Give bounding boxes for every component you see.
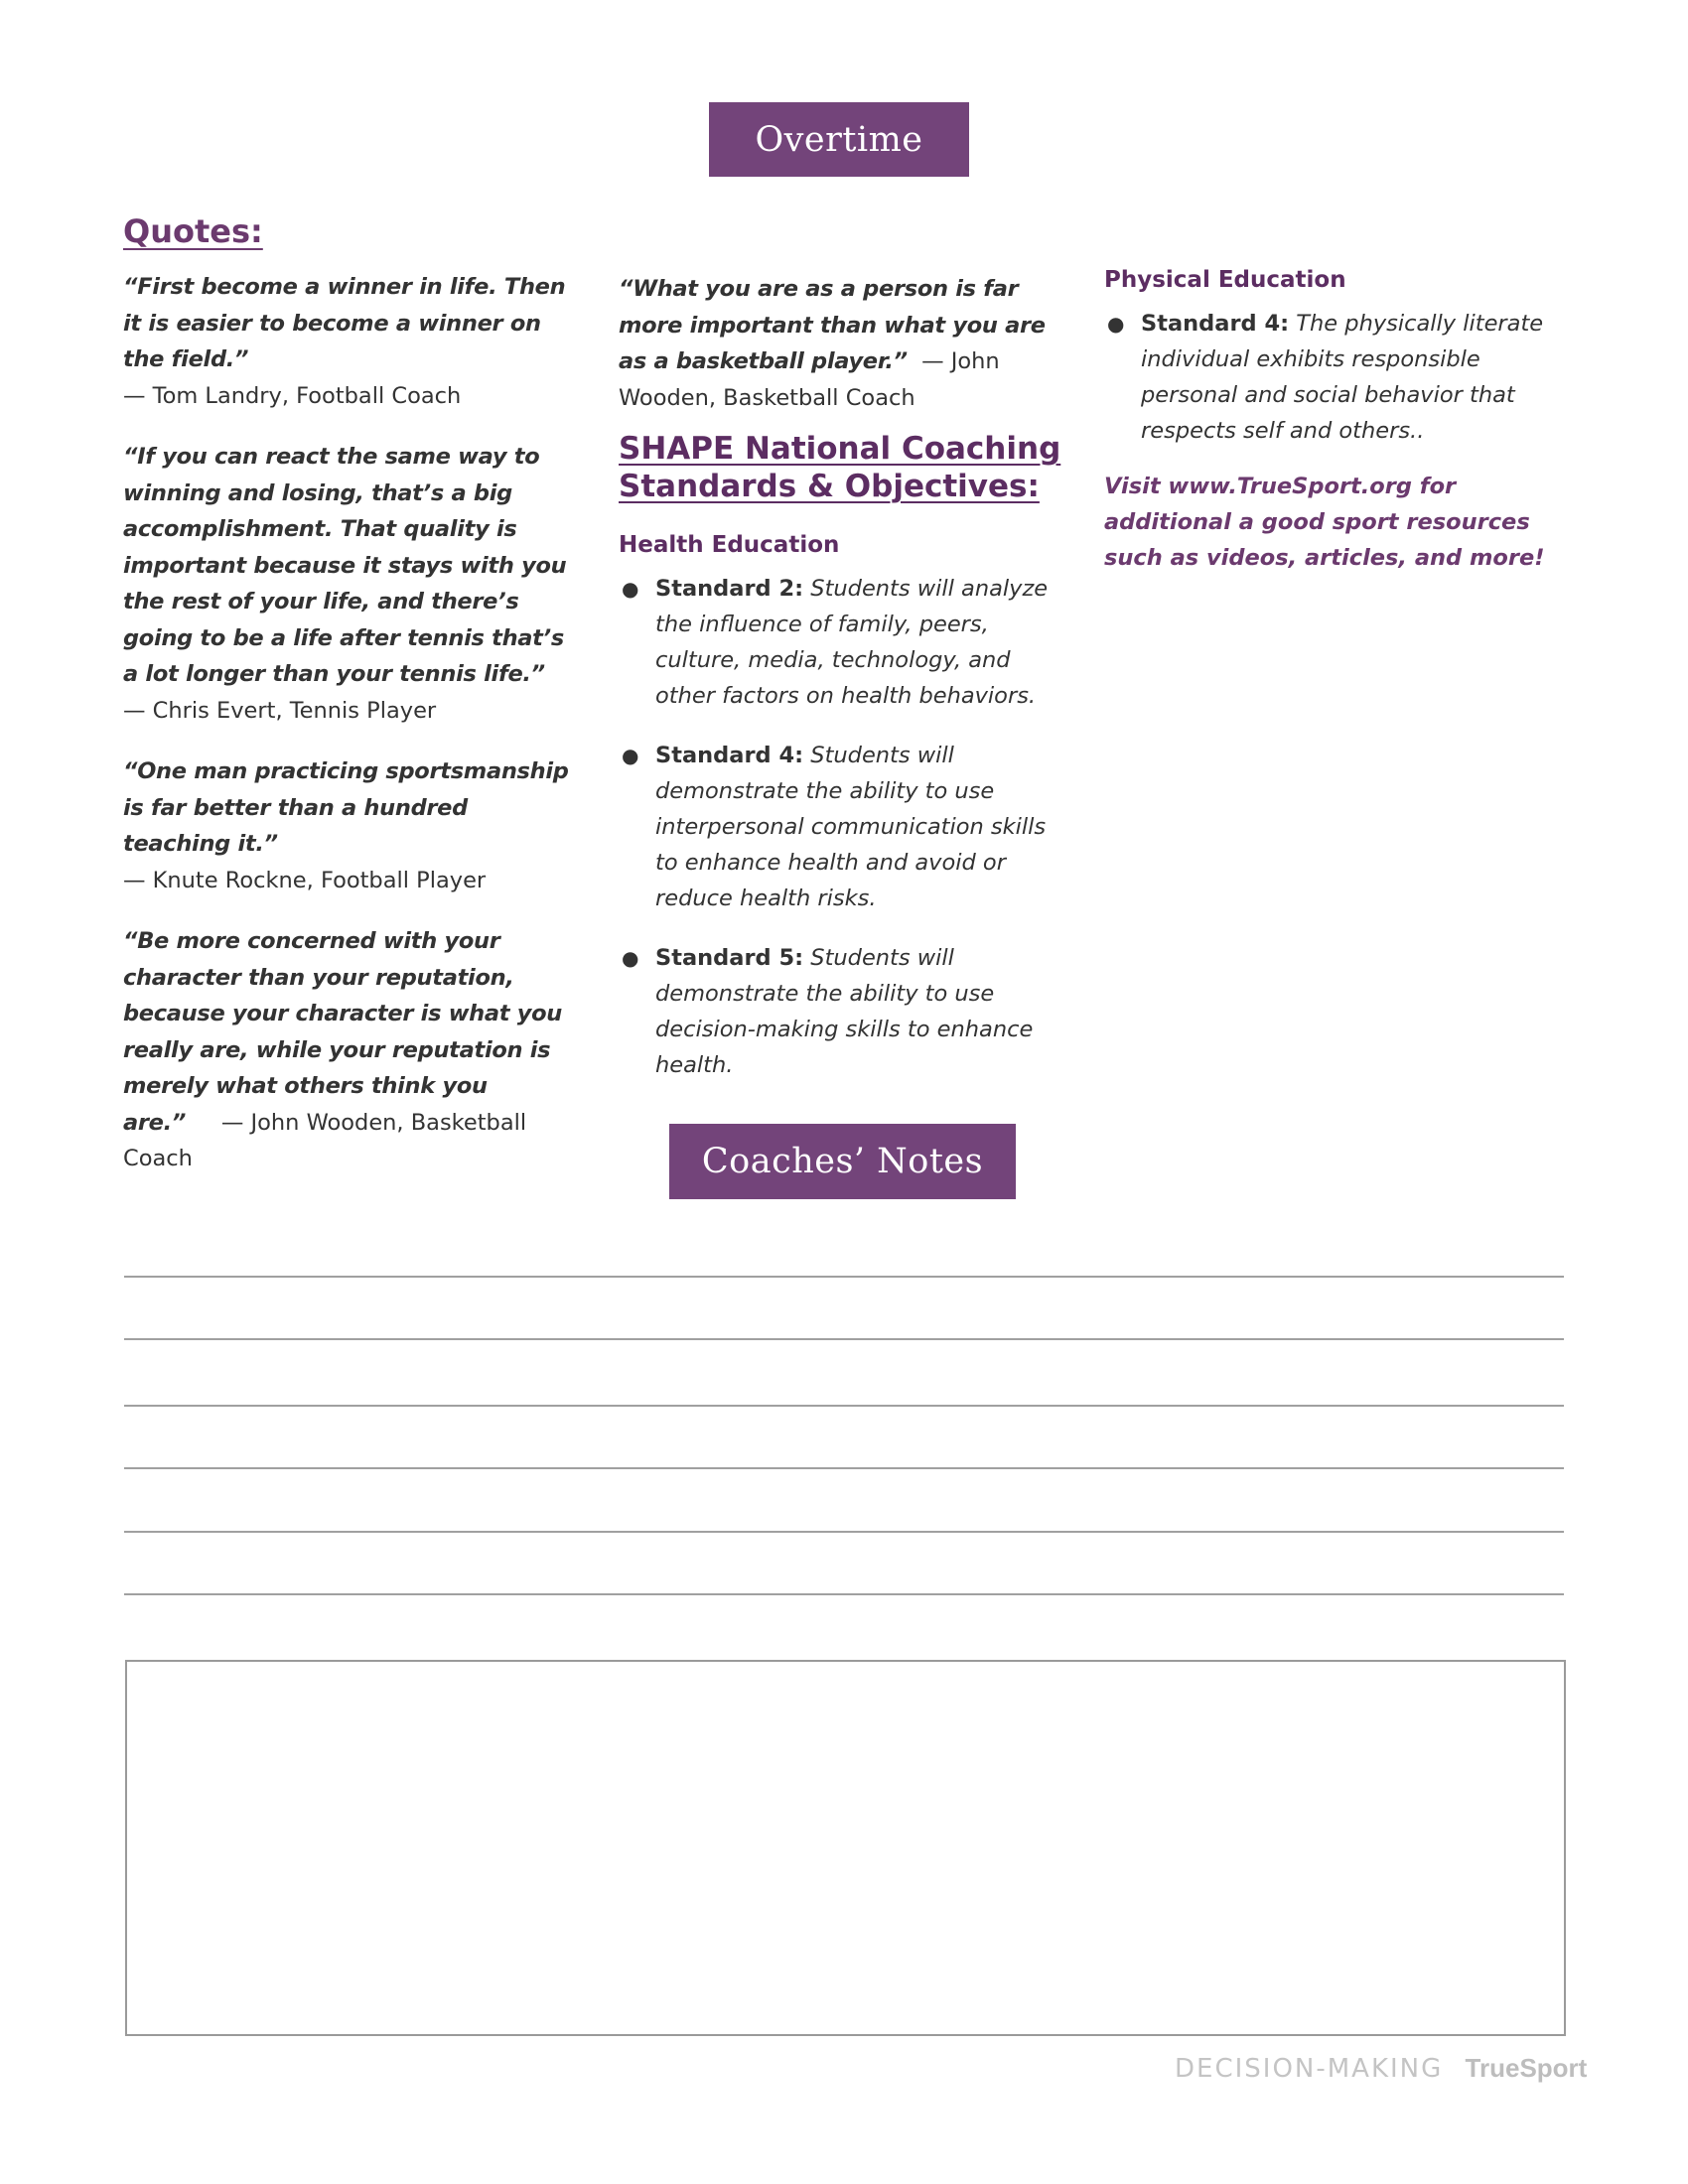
note-line[interactable] [124,1531,1564,1533]
standard-item [619,940,1070,1083]
quotes-column [123,211,580,1202]
shape-standards-heading [619,430,1070,505]
bullet-icon: ● [622,744,639,767]
shape-heading-line2: Standards & Objectives: [619,469,1040,504]
quote-text: “What you are as a person is far more important than what you are as a basketball player.” [619,276,1046,374]
health-education-list [619,571,1070,1083]
coaches-notes-banner-label: Coaches’ Notes [701,1142,984,1181]
quote-item [123,923,580,1177]
page-footer [1175,2053,1587,2084]
quote-text: “If you can react the same way to winning and losing, that’s a big accomplishment. That quality is important because it stays with you the rest of your life, and there’s going to be a life after tennis that’s a lot longer than your tennis life.” [123,444,567,687]
physical-education-list [1104,306,1561,449]
standard-text: Students will analyze the influence of family, peers, culture, media, technology, and other factors on health behaviors. [655,576,1049,709]
quotes-heading: Quotes: [123,212,263,250]
bullet-icon: ● [622,577,639,601]
standard-label: Standard 2: [655,576,804,602]
overtime-banner [709,102,969,177]
bullet-icon: ● [1107,312,1125,336]
quote-text: “First become a winner in life. Then it is easier to become a winner on the field.” [123,274,566,372]
standard-text: Students will demonstrate the ability to use interpersonal communication skills to enhance health and avoid or reduce health risks. [655,743,1047,911]
quote-attribution: — John Wooden, Basketball Coach [619,348,1000,411]
quote-attribution: — Knute Rockne, Football Player [123,867,487,893]
footer-section-label: DECISION-MAKING [1175,2054,1444,2084]
note-line[interactable] [124,1467,1564,1469]
standard-text: The physically literate individual exhibits responsible personal and social behavior that respects self and others.. [1141,311,1544,444]
footer-brand-logo: TrueSport [1465,2053,1588,2083]
standard-item [1104,306,1561,449]
quote-text: “One man practicing sportsmanship is far better than a hundred teaching it.” [123,758,569,857]
quote-item [123,439,580,729]
note-line[interactable] [124,1276,1564,1278]
physical-education-column [1104,262,1561,576]
health-education-heading: Health Education [619,532,840,558]
standards-column [619,271,1070,1107]
quote-item [123,269,580,414]
physical-education-heading: Physical Education [1104,267,1346,293]
bullet-icon: ● [622,946,639,970]
quote-attribution: — Chris Evert, Tennis Player [123,697,437,724]
quote-item [123,753,580,898]
shape-heading-line1: SHAPE National Coaching [619,431,1061,467]
note-line[interactable] [124,1593,1564,1595]
truesport-visit-note: Visit www.TrueSport.org for additional a good sport resources such as videos, articles, and more! [1104,474,1545,571]
coaches-notes-banner [669,1124,1016,1199]
standard-item [619,571,1070,714]
notes-box[interactable] [125,1660,1566,2036]
standard-label: Standard 4: [1141,311,1290,337]
note-line[interactable] [124,1338,1564,1340]
standard-label: Standard 5: [655,945,804,971]
quote-item [619,271,1070,416]
standard-label: Standard 4: [655,743,804,768]
quote-text: “Be more concerned with your character than your reputation, because your character is what you really are, while your reputation is merely what others think you are.” [123,928,563,1136]
quote-attribution: — Tom Landry, Football Coach [123,382,462,409]
quote-attribution: — John Wooden, Basketball Coach [123,1109,527,1171]
standard-item [619,738,1070,916]
overtime-banner-label: Overtime [755,119,923,160]
standard-text: Students will demonstrate the ability to use decision-making skills to enhance health. [655,945,1034,1078]
note-line[interactable] [124,1405,1564,1407]
